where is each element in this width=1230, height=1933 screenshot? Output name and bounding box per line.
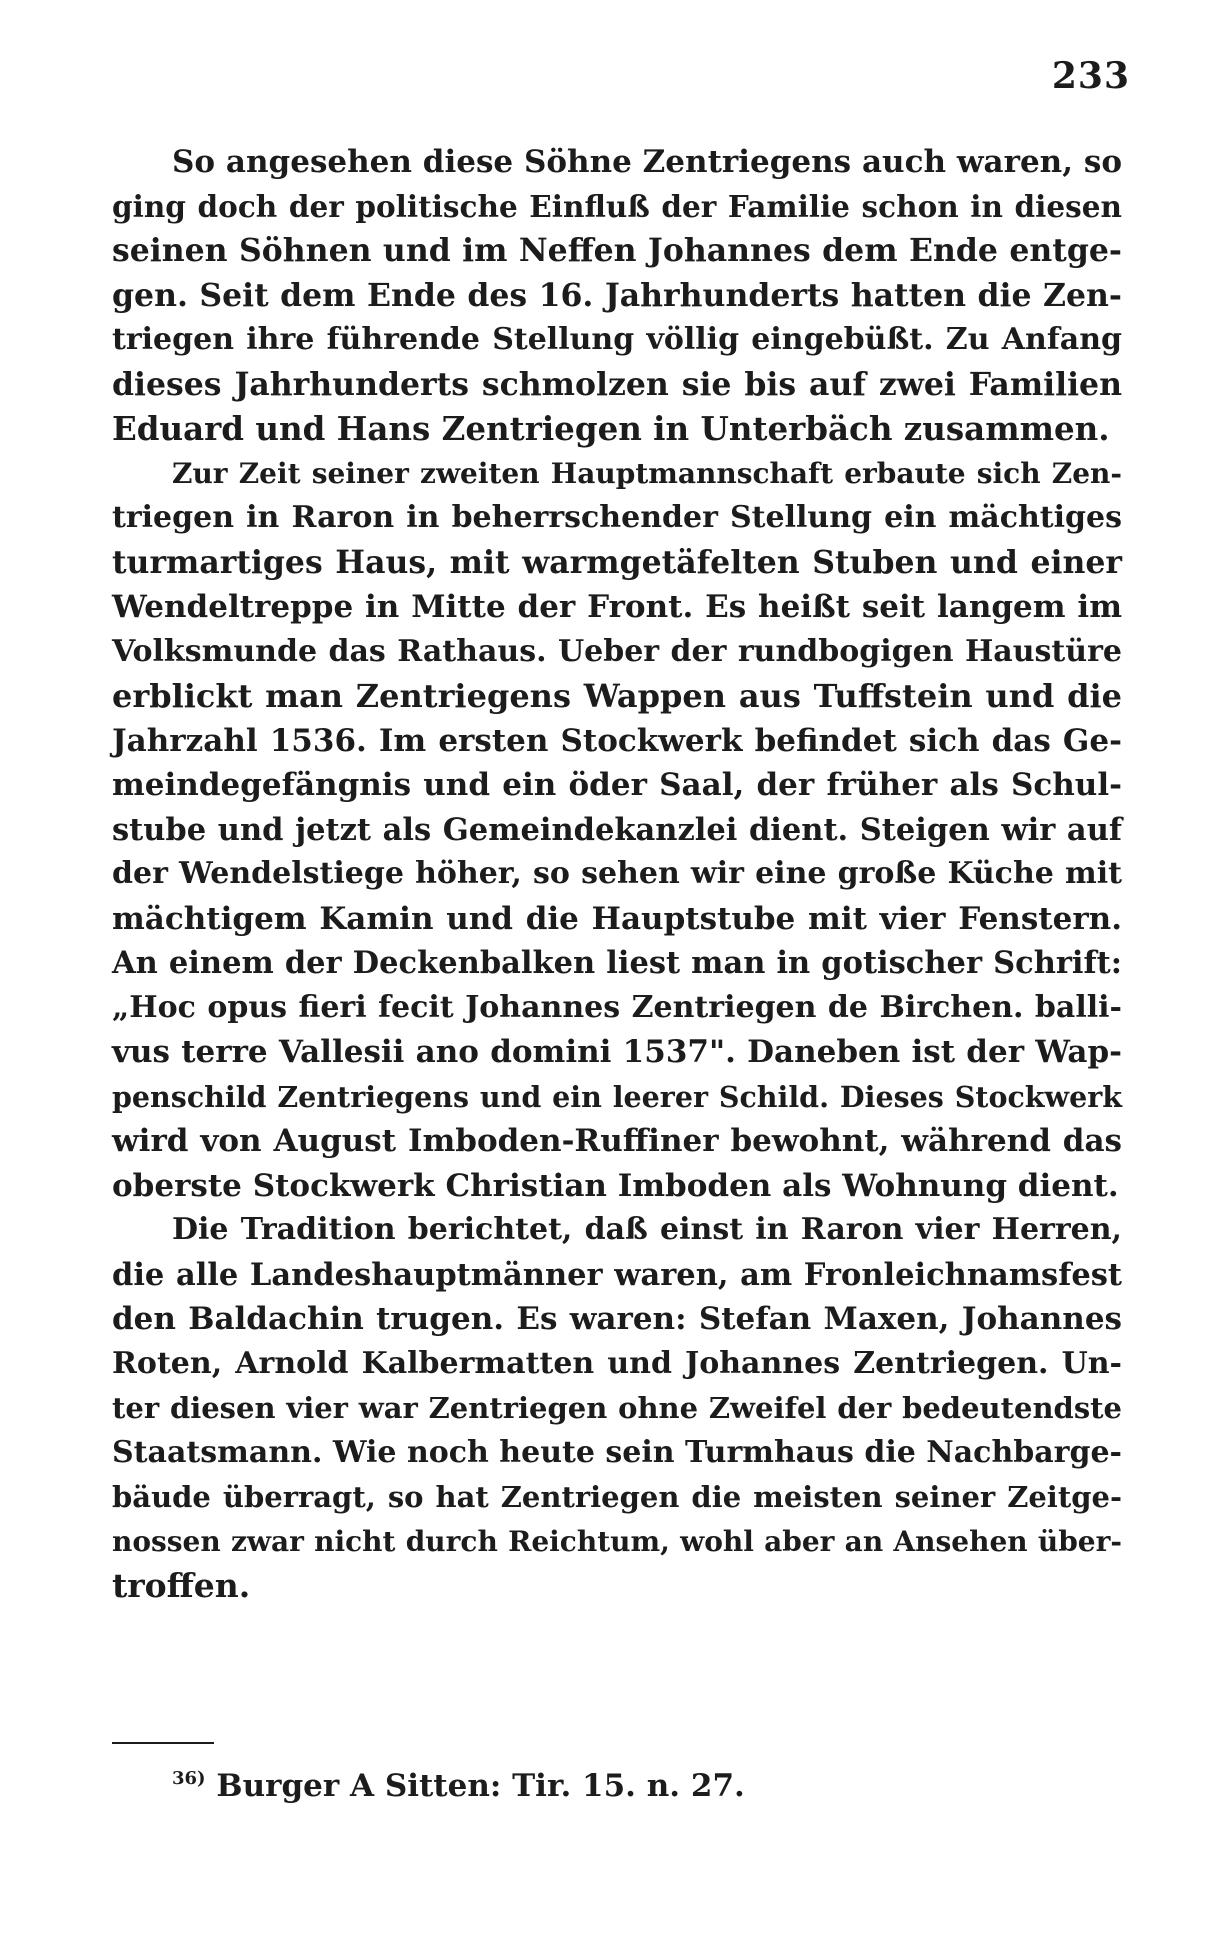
paragraph (112, 452, 1122, 1209)
text-line: bäude überragt, so hat Zentriegen die meisten seiner Zeitge- (112, 1480, 1122, 1514)
paragraph (112, 140, 1122, 452)
footnote-text: Burger A Sitten: Tir. 15. n. 27. (216, 1768, 745, 1804)
text-line: Volksmunde das Rathaus. Ueber der rundbogigen Haustüre (112, 633, 1122, 669)
text-line: triegen ihre führende Stellung völlig eingebüßt. Zu Anfang (112, 322, 1122, 357)
text-line: dieses Jahrhunderts schmolzen sie bis auf zwei Familien (112, 365, 1122, 403)
footnote (172, 1768, 745, 1804)
paragraph (112, 1208, 1122, 1609)
footnote-marker: 36) (172, 1768, 206, 1789)
text-line: wird von August Imboden-Ruffiner bewohnt, während das (112, 1123, 1122, 1159)
text-line: Eduard und Hans Zentriegen in Unterbäch zusammen. (112, 409, 1110, 448)
footnote-divider (112, 1742, 214, 1744)
text-line: „Hoc opus fieri fecit Johannes Zentriegen de Birchen. balli- (112, 989, 1122, 1025)
text-line: So angesehen diese Söhne Zentriegens auch waren, so (172, 144, 1122, 180)
text-line: ter diesen vier war Zentriegen ohne Zweifel der bedeutendste (112, 1391, 1122, 1425)
text-line: Jahrzahl 1536. Im ersten Stockwerk befindet sich das Ge- (112, 722, 1122, 759)
text-line: penschild Zentriegens und ein leerer Schild. Dieses Stockwerk (112, 1079, 1122, 1114)
text-line: Roten, Arnold Kalbermatten und Johannes Zentriegen. Un- (112, 1345, 1122, 1381)
text-line: Zur Zeit seiner zweiten Hauptmannschaft erbaute sich Zen- (172, 456, 1122, 490)
text-line: meindegefängnis und ein öder Saal, der früher als Schul- (112, 767, 1122, 803)
text-line: seinen Söhnen und im Neffen Johannes dem Ende entge- (112, 232, 1122, 269)
text-line: die alle Landeshauptmänner waren, am Fronleichnamsfest (112, 1256, 1122, 1293)
text-line: ging doch der politische Einfluß der Familie schon in diesen (112, 188, 1122, 224)
text-line: erblickt man Zentriegens Wappen aus Tuffstein und die (112, 677, 1122, 715)
text-line: Die Tradition berichtet, daß einst in Raron vier Herren, (172, 1212, 1122, 1247)
text-line: gen. Seit dem Ende des 16. Jahrhunderts hatten die Zen- (112, 276, 1122, 314)
text-line: mächtigem Kamin und die Hauptstube mit vier Fenstern. (112, 900, 1122, 937)
text-line: An einem der Deckenbalken liest man in gotischer Schrift: (112, 945, 1122, 981)
page-number: 233 (1051, 55, 1130, 97)
text-line: triegen in Raron in beherrschender Stellung ein mächtiges (112, 500, 1122, 535)
body-text (112, 140, 1122, 1609)
text-line: vus terre Vallesii ano domini 1537". Daneben ist der Wap- (112, 1034, 1122, 1070)
text-line: Wendeltreppe in Mitte der Front. Es heißt seit langem im (112, 589, 1122, 625)
text-line: oberste Stockwerk Christian Imboden als Wohnung dient. (112, 1167, 1119, 1204)
text-line: troffen. (112, 1566, 251, 1605)
text-line: stube und jetzt als Gemeindekanzlei dient. Steigen wir auf (112, 811, 1122, 848)
text-line: den Baldachin trugen. Es waren: Stefan Maxen, Johannes (112, 1301, 1122, 1337)
text-line: nossen zwar nicht durch Reichtum, wohl aber an Ansehen über- (112, 1524, 1122, 1558)
text-line: der Wendelstiege höher, so sehen wir eine große Küche mit (112, 856, 1122, 891)
text-line: Staatsmann. Wie noch heute sein Turmhaus die Nachbarge- (112, 1434, 1122, 1470)
text-line: turmartiges Haus, mit warmgetäfelten Stuben und einer (112, 543, 1122, 581)
